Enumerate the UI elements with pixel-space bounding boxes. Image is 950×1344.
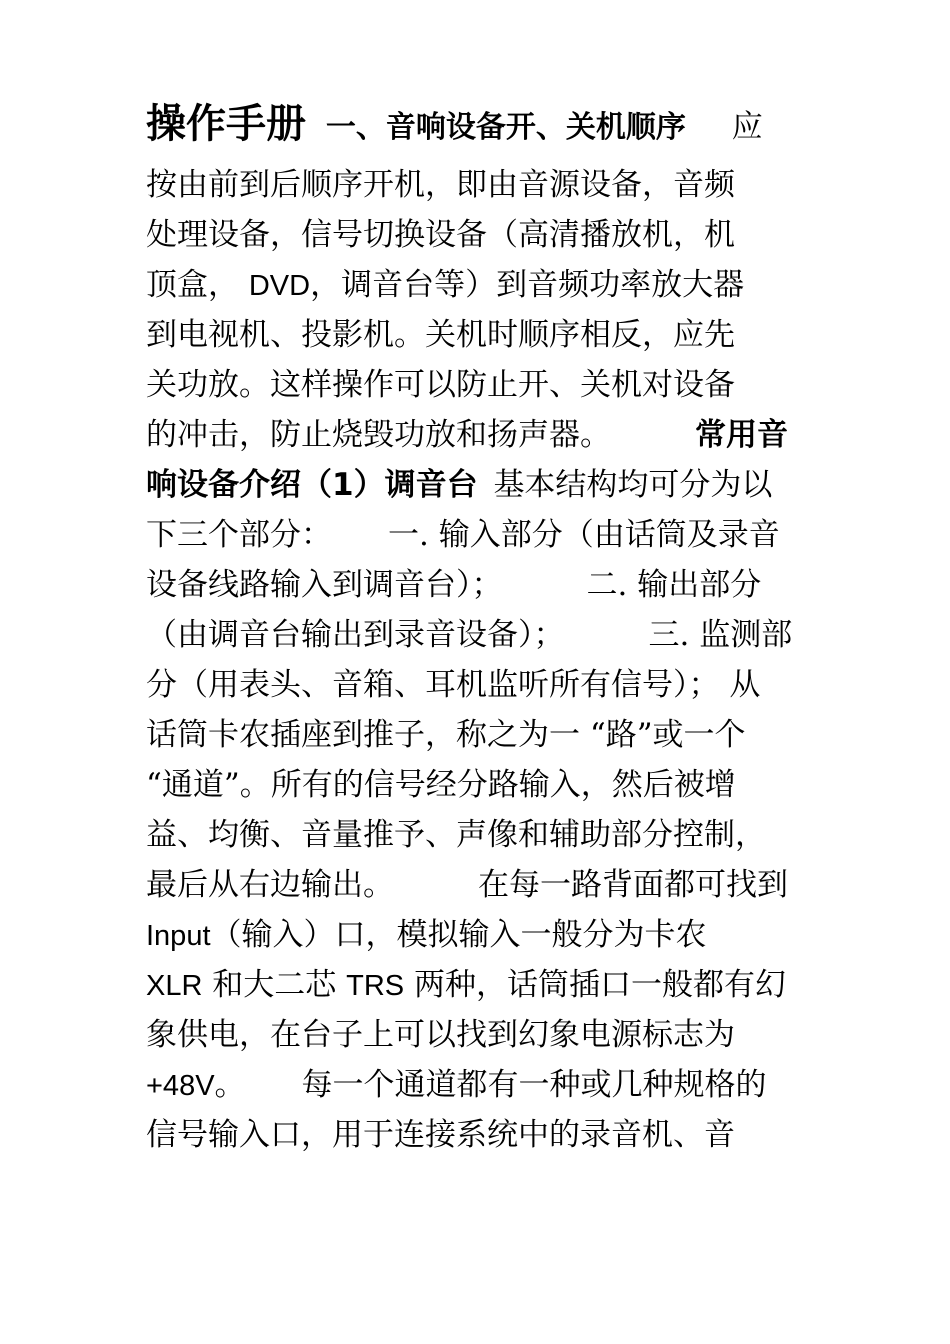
line-16 xyxy=(146,865,810,905)
text-fragment: 一. 输入部分（由话筒及录音 xyxy=(388,517,780,553)
line-14: “通道”。所有的信号经分路输入，然后被增 xyxy=(146,767,736,803)
line-7 xyxy=(146,415,810,455)
line-20 xyxy=(146,1065,810,1106)
text-fragment: 基本结构均可分为以 xyxy=(493,467,773,503)
line-18 xyxy=(146,965,810,1006)
line-6: 关功放。这样操作可以防止开、关机对设备 xyxy=(146,367,735,403)
text-fragment: 二. 输出部分 xyxy=(586,567,762,603)
line-19: 象供电，在台子上可以找到幻象电源标志为 xyxy=(146,1017,735,1053)
line-3: 处理设备，信号切换设备（高清播放机，机 xyxy=(146,217,735,253)
text-fragment: 设备线路输入到调音台）； xyxy=(146,567,503,603)
document-title: 操作手册 xyxy=(146,101,306,147)
text-fragment: +48V xyxy=(146,1070,215,1102)
text-fragment: TRS xyxy=(346,970,405,1002)
text-fragment: （输入）口，模拟输入一般分为卡农 xyxy=(210,917,707,953)
text-fragment: 每一个通道都有一种或几种规格的 xyxy=(301,1067,767,1103)
text-fragment: 最后从右边输出。 xyxy=(146,867,394,903)
line-10 xyxy=(146,565,810,605)
line-13: 话筒卡农插座到推子，称之为一 “路”或一个 xyxy=(146,717,746,753)
text-fragment: 的冲击，防止烧毁功放和扬声器。 xyxy=(146,417,611,453)
line-9 xyxy=(146,515,810,555)
bold-heading-fragment: 常用音 xyxy=(695,417,788,453)
text-fragment: 两种，话筒插口一般都有幻 xyxy=(404,967,786,1003)
line-2: 按由前到后顺序开机，即由音源设备，音频 xyxy=(146,167,735,203)
line-5: 到电视机、投影机。关机时顺序相反，应先 xyxy=(146,317,735,353)
text-fragment: XLR xyxy=(146,970,203,1002)
bold-heading-fragment: 响设备介绍（1）调音台 xyxy=(146,467,478,503)
text-fragment: 和大二芯 xyxy=(202,967,347,1003)
line-12: 分（用表头、音箱、耳机监听所有信号）； 从 xyxy=(146,667,761,703)
text-fragment: 下三个部分： xyxy=(146,517,332,553)
line-11 xyxy=(146,615,810,655)
text-fragment: ，调音台等）到音频功率放大器 xyxy=(310,267,745,303)
text-fragment: 在每一路背面都可找到 xyxy=(478,867,788,903)
section-heading: 一、音响设备开、关机顺序 xyxy=(325,110,686,145)
text-fragment: Input xyxy=(146,920,211,952)
line-15: 益、均衡、音量推予、声像和辅助部分控制， xyxy=(146,817,766,853)
line-21: 信号输入口，用于连接系统中的录音机、音 xyxy=(146,1117,735,1153)
line-17 xyxy=(146,915,810,956)
text-fragment: 顶盒， xyxy=(146,267,239,303)
text-fragment: 。 xyxy=(214,1067,246,1103)
line-4 xyxy=(146,265,810,306)
line-1 xyxy=(146,96,810,156)
text-fragment: 应 xyxy=(731,109,763,145)
line-8 xyxy=(146,465,810,505)
text-fragment: 三. 监测部 xyxy=(648,617,793,653)
text-fragment: DVD xyxy=(248,270,311,302)
text-fragment: （由调音台输出到录音设备）； xyxy=(146,617,565,653)
